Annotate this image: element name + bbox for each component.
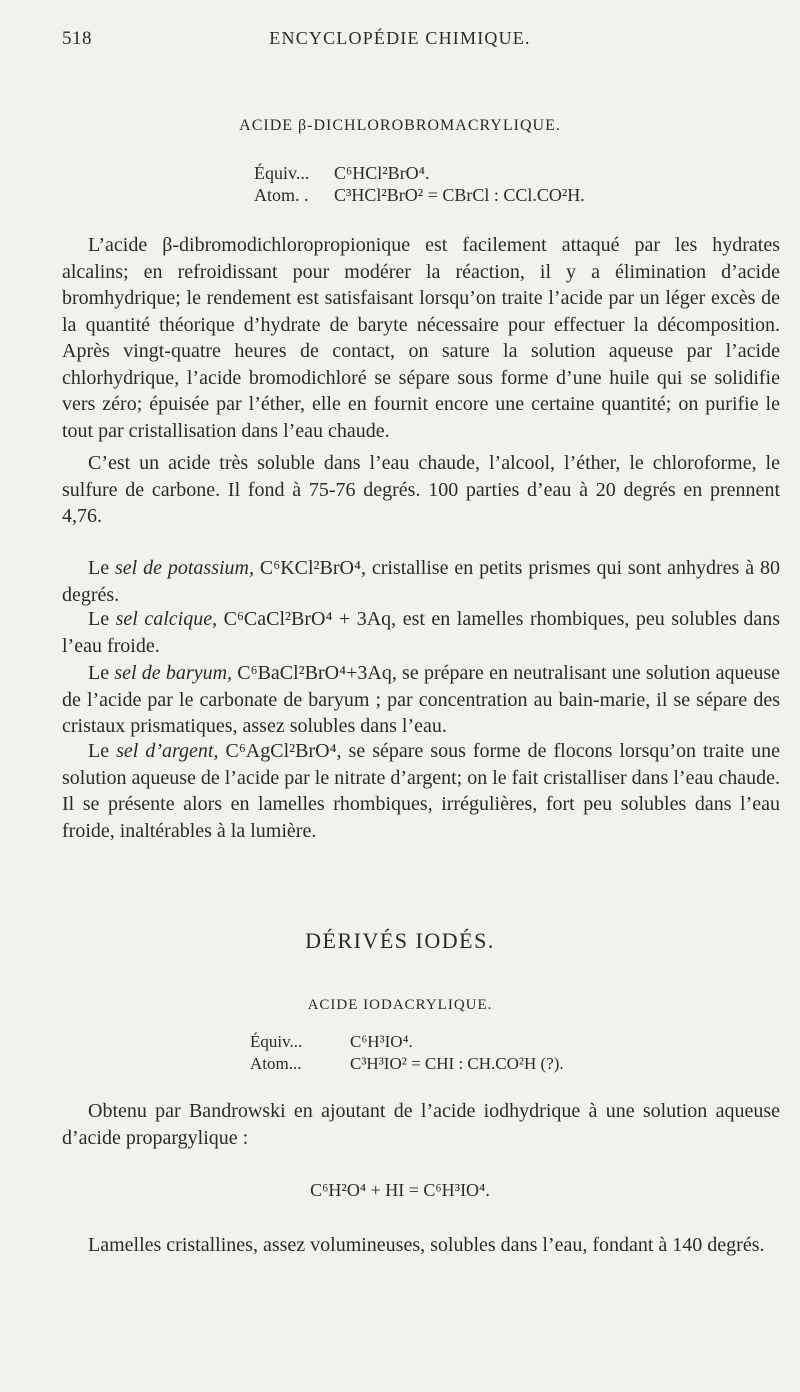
section-title-iodacrylique: ACIDE IODACRYLIQUE.: [307, 997, 493, 1013]
paragraph-barium-salt: [62, 660, 780, 740]
text: Le: [88, 557, 115, 579]
paragraph-silver-salt: [62, 738, 780, 844]
text: Le: [88, 608, 116, 630]
text: C⁶CaCl²BrO⁴ + 3Aq, est en lamelles rhombiques, peu solubles dans l’eau froide.: [62, 608, 781, 657]
section-title-derives-iodes: DÉRIVÉS IODÉS.: [305, 928, 495, 953]
atom-formula-row: [254, 184, 585, 206]
atom-formula: C³H³IO² = CHI : CH.CO²H (?).: [350, 1054, 564, 1073]
text: Le: [88, 740, 117, 762]
atom-label: Atom. .: [254, 185, 309, 205]
equiv-label: Équiv...: [254, 163, 310, 183]
formula-block-dichlorobromacrylique: [254, 162, 585, 206]
paragraph-calcium-salt: [62, 606, 780, 659]
equiv-formula-row: [254, 162, 585, 184]
equiv-formula: C⁶HCl²BrO⁴.: [334, 163, 430, 183]
paragraph-potassium-salt: [62, 555, 780, 608]
salt-name: sel d’argent,: [116, 740, 219, 762]
equiv-label: Équiv...: [250, 1032, 303, 1051]
paragraph-iodacrylique-properties: Lamelles cristallines, assez volumineuses, solubles dans l’eau, fondant à 140 degrés.: [88, 1234, 765, 1256]
text: Le: [88, 662, 115, 684]
salt-name: sel de potassium,: [114, 557, 254, 579]
text: C⁶BaCl²BrO⁴+3Aq, se prépare en neutralisant une solution aqueuse de l’acide par le carbonate de baryum ; par concentration au bain-marie, il se sépare des cristaux prismatiques, assez solubles dans l’eau.: [62, 662, 781, 737]
atom-label: Atom...: [250, 1054, 302, 1073]
page-header: [62, 28, 738, 54]
paragraph-iodacrylique-preparation: Obtenu par Bandrowski en ajoutant de l’acide iodhydrique à une solution aqueuse d’acide propargylique :: [62, 1100, 780, 1149]
equiv-formula-row: [250, 1031, 564, 1053]
salt-name: sel calcique,: [115, 608, 218, 630]
atom-formula-row: [250, 1053, 564, 1075]
equiv-formula: C⁶H³IO⁴.: [350, 1032, 413, 1051]
reaction-equation: C⁶H²O⁴ + HI = C⁶H³IO⁴.: [310, 1180, 490, 1200]
section-title-dichlorobromacrylique: ACIDE β-DICHLOROBROMACRYLIQUE.: [239, 117, 561, 134]
text: C⁶KCl²BrO⁴, cristallise en petits prismes qui sont anhydres à 80 degrés.: [62, 557, 780, 606]
running-title: ENCYCLOPÉDIE CHIMIQUE.: [269, 28, 531, 48]
text: C⁶AgCl²BrO⁴, se sépare sous forme de flocons lorsqu’on traite une solution aqueuse de l’acide par le nitrate d’argent; on le fait cristalliser dans l’eau chaude. Il se présente alors en lamelles rhombiques, irrégulières, fort peu solubles dans l’eau froide, inaltérables à la lumière.: [62, 740, 781, 842]
paragraph-properties: C’est un acide très soluble dans l’eau chaude, l’alcool, l’éther, le chloroforme, le sulfure de carbone. Il fond à 75-76 degrés. 100 parties d’eau à 20 degrés en prennent 4,76.: [62, 452, 780, 527]
formula-block-iodacrylique: [250, 1031, 564, 1075]
atom-formula: C³HCl²BrO² = CBrCl : CCl.CO²H.: [334, 185, 585, 205]
page-number: 518: [62, 28, 92, 49]
paragraph-preparation: L’acide β-dibromodichloropropionique est facilement attaqué par les hydrates alcalins; en refroidissant pour modérer la réaction, il y a élimination d’acide bromhydrique; le rendement est satisfaisant lorsqu’on traite l’acide par un léger excès de la quantité théorique d’hydrate de baryte nécessaire pour effectuer la décomposition. Après vingt-quatre heures de contact, on sature la solution aqueuse par l’acide chlorhydrique, l’acide bromodichloré se sépare sous forme d’une huile qui se solidifie vers zéro; épuisée par l’éther, elle en fournit encore une certaine quantité; on purifie le tout par cristallisation dans l’eau chaude.: [62, 234, 780, 442]
salt-name: sel de baryum,: [114, 662, 233, 684]
